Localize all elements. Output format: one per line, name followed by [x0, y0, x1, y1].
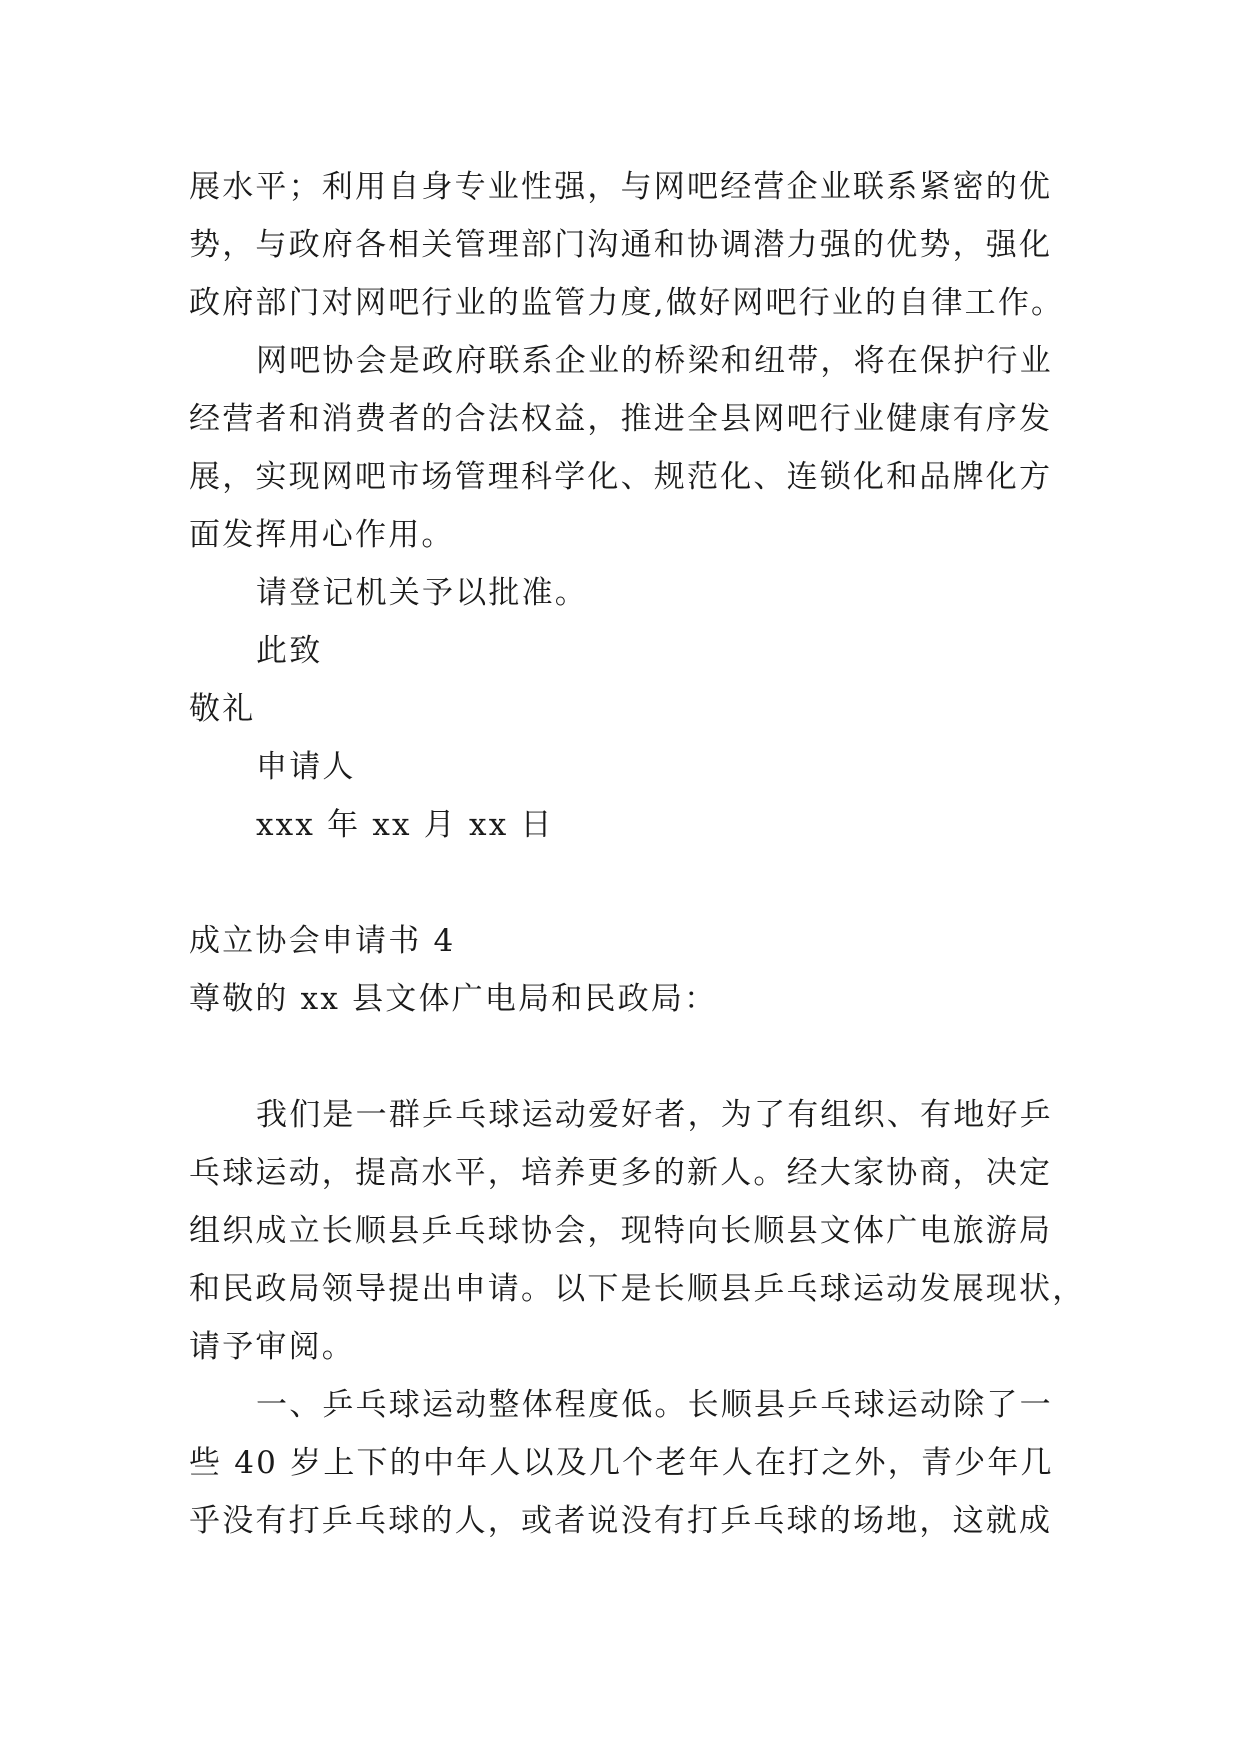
body-line: 乎没有打乒乓球的人，或者说没有打乒乓球的场地，这就成 [189, 1503, 1053, 1539]
salute-line: 敬礼 [189, 691, 256, 727]
body-line: 些 40 岁上下的中年人以及几个老年人在打之外，青少年几 [189, 1445, 1054, 1481]
request-line: 请登记机关予以批准。 [256, 575, 588, 611]
section-title: 成立协会申请书 4 [189, 923, 456, 959]
closing-line: 此致 [256, 633, 323, 669]
paragraph-line: 政府部门对网吧行业的监管力度,做好网吧行业的自律工作。 [189, 285, 1065, 321]
paragraph-line: 展，实现网吧市场管理科学化、规范化、连锁化和品牌化方 [189, 459, 1053, 495]
paragraph-line: 经营者和消费者的合法权益，推进全县网吧行业健康有序发 [189, 401, 1053, 437]
body-line: 和民政局领导提出申请。以下是长顺县乒乓球运动发展现状， [189, 1271, 1086, 1307]
salutation: 尊敬的 xx 县文体广电局和民政局： [189, 981, 718, 1017]
body-line: 乓球运动，提高水平，培养更多的新人。经大家协商，决定 [189, 1155, 1053, 1191]
body-line: 组织成立长顺县乒乓球协会，现特向长顺县文体广电旅游局 [189, 1213, 1053, 1249]
paragraph-line: 网吧协会是政府联系企业的桥梁和纽带，将在保护行业 [256, 343, 1053, 379]
applicant-label: 申请人 [256, 749, 356, 785]
paragraph-line: 面发挥用心作用。 [189, 517, 455, 553]
body-line: 一、乒乓球运动整体程度低。长顺县乒乓球运动除了一 [256, 1387, 1053, 1423]
paragraph-line: 势，与政府各相关管理部门沟通和协调潜力强的优势，强化 [189, 227, 1053, 263]
paragraph-line: 展水平；利用自身专业性强，与网吧经营企业联系紧密的优 [189, 169, 1053, 205]
body-line: 我们是一群乒乓球运动爱好者，为了有组织、有地好乒 [256, 1097, 1053, 1133]
body-line: 请予审阅。 [189, 1329, 355, 1365]
date-line: xxx 年 xx 月 xx 日 [256, 807, 554, 843]
